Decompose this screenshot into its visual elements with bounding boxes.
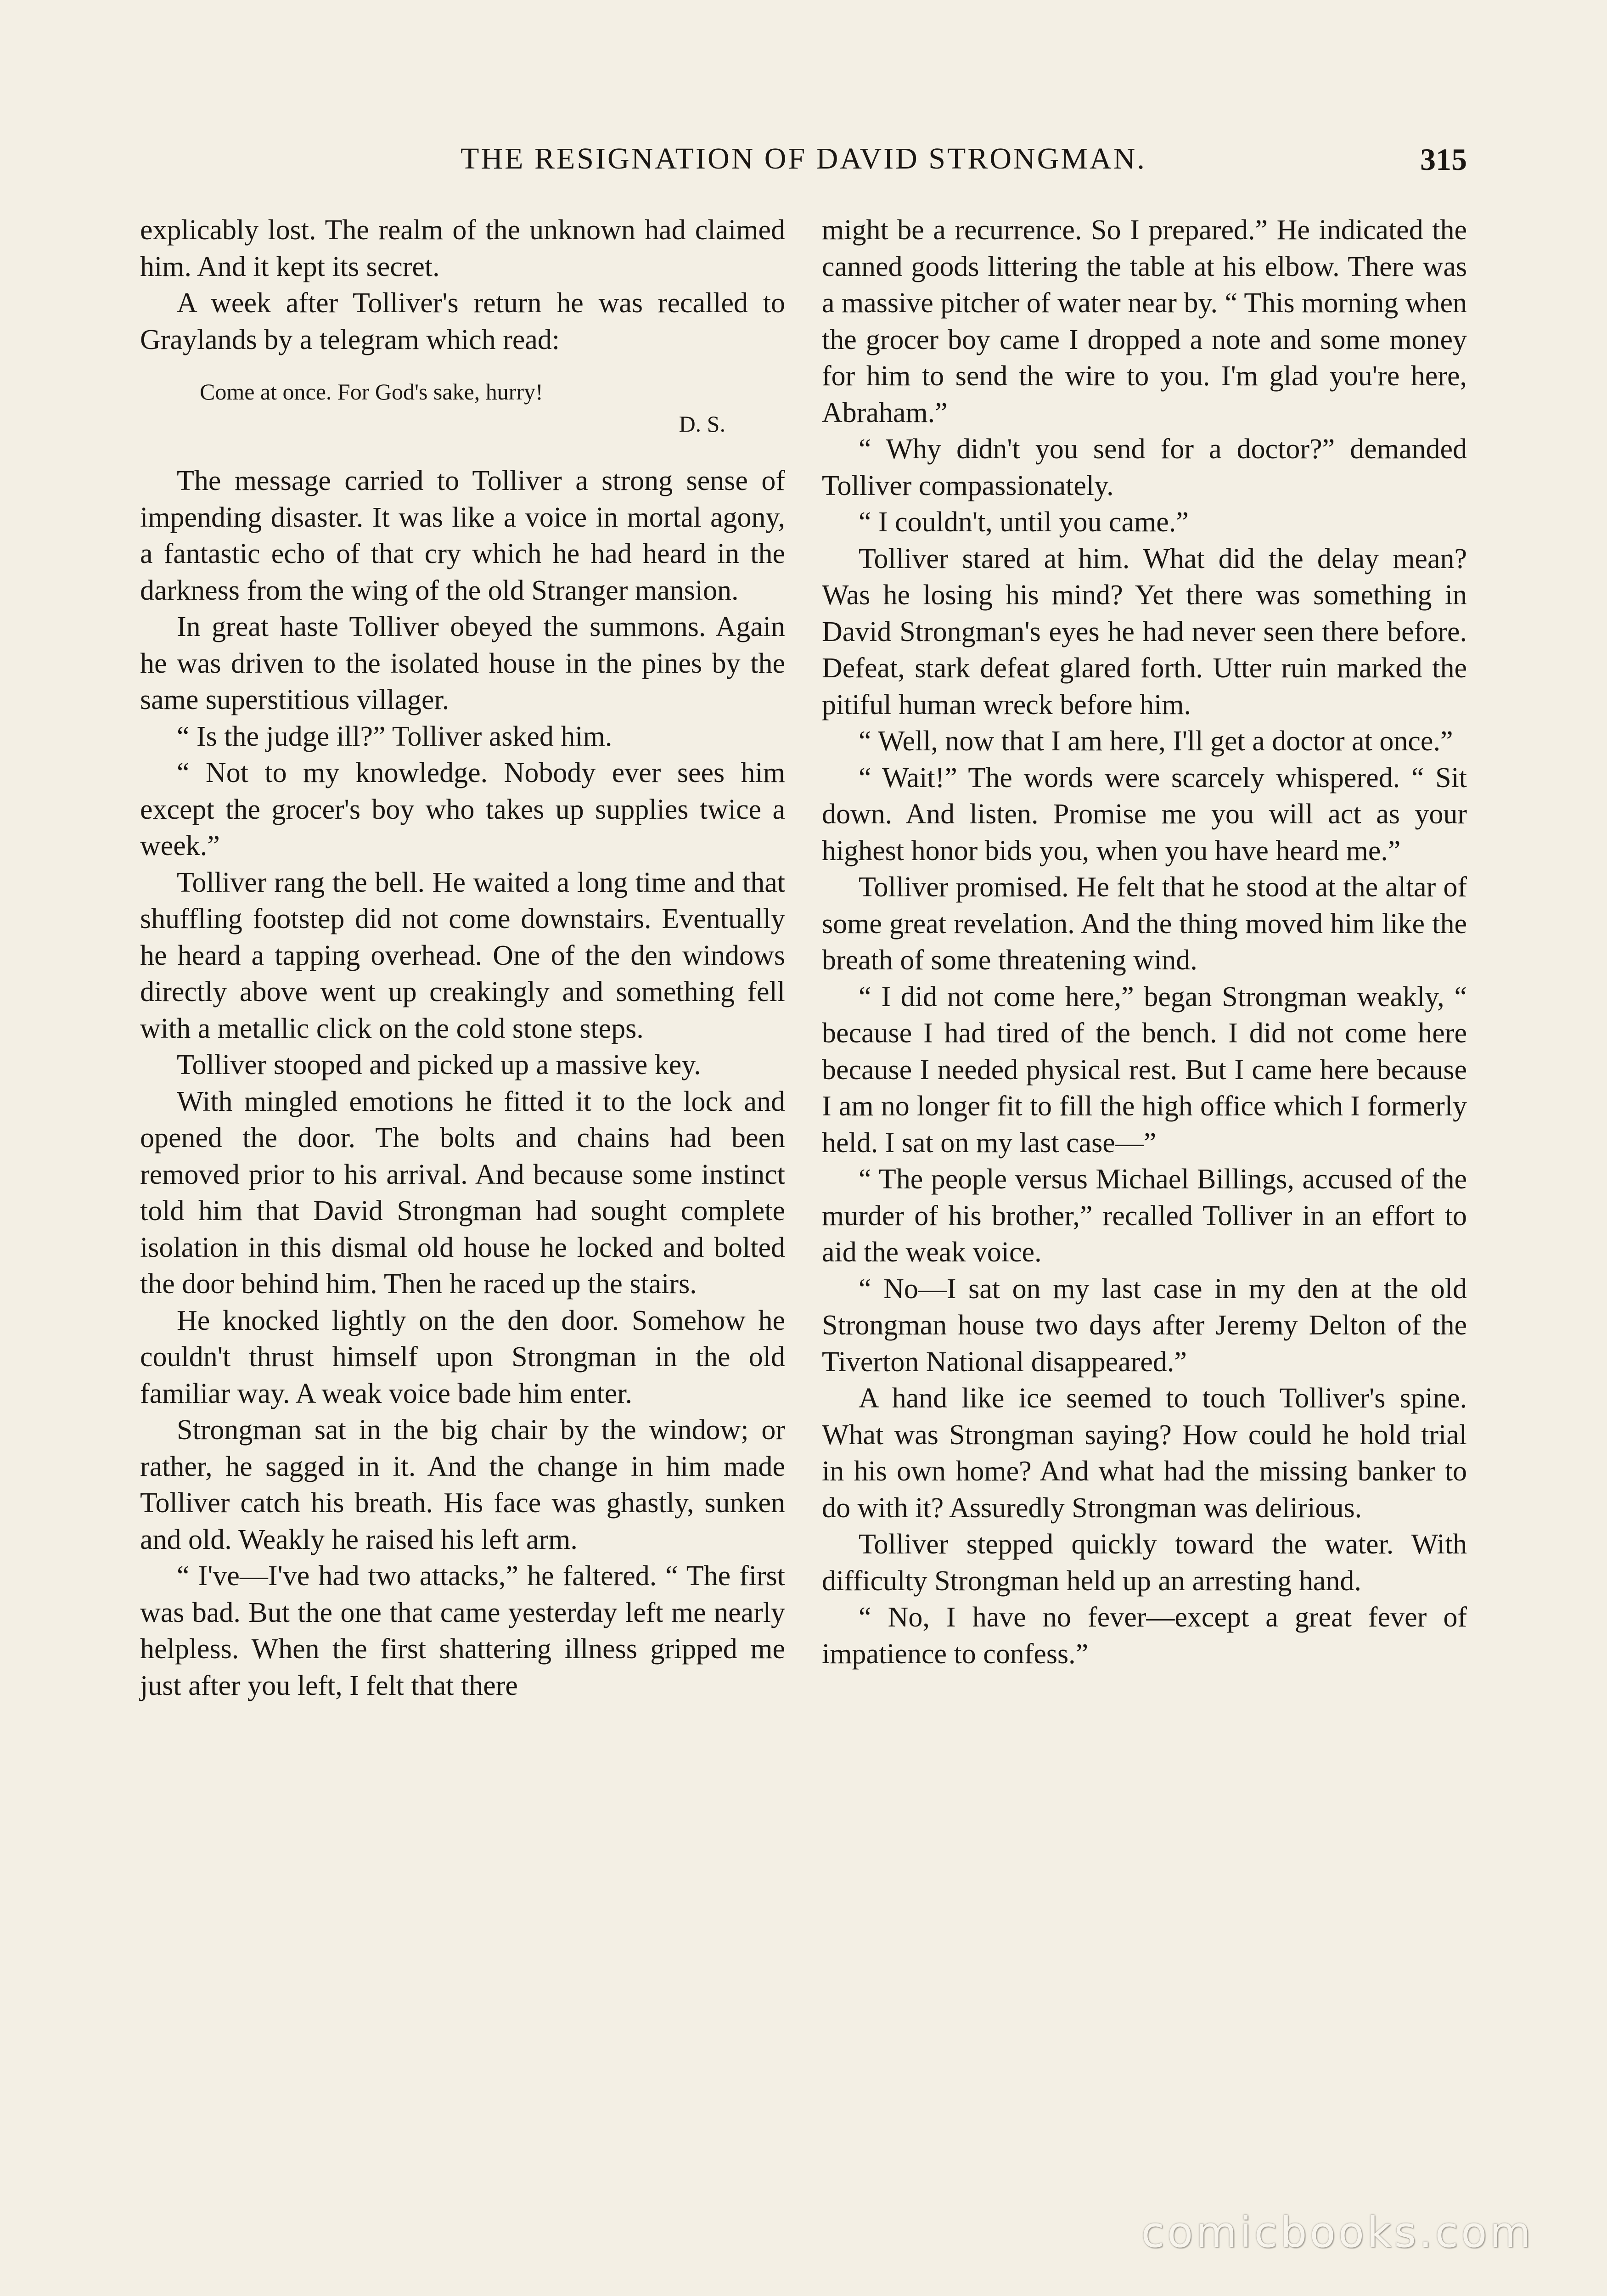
paragraph: He knocked lightly on the den door. Somehow he couldn't thrust himself upon Strongman in the old familiar way. A weak voice bade him enter. bbox=[140, 1305, 785, 1409]
paragraph: A week after Tolliver's return he was recalled to Graylands by a telegram which read: bbox=[140, 287, 785, 355]
paragraph: Tolliver rang the bell. He waited a long time and that shuffling footstep did not come downstairs. Eventually he heard a tapping overhead. One of the den windows directly above went up creakingly and something fell with a metallic click on the cold stone steps. bbox=[140, 867, 785, 1044]
paragraph: Tolliver stared at him. What did the delay mean? Was he losing his mind? Yet there was something in David Strongman's eyes he had never seen there before. Defeat, stark defeat glared forth. Utter ruin marked the pitiful human wreck before him. bbox=[822, 543, 1467, 720]
paragraph: might be a recurrence. So I prepared.” He indicated the canned goods littering the table at his elbow. There was a massive pitcher of water near by. “ This morning when the grocer boy came I dropped a note and some money for him to send the wire to you. I'm glad you're here, Abraham.” bbox=[822, 214, 1467, 428]
paragraph: In great haste Tolliver obeyed the summons. Again he was driven to the isolated house in the pines by the same superstitious villager. bbox=[140, 611, 785, 715]
paragraph: Tolliver stepped quickly toward the water. With difficulty Strongman held up an arresting hand. bbox=[822, 1529, 1467, 1597]
paragraph: Strongman sat in the big chair by the window; or rather, he sagged in it. And the change in him made Tolliver catch his breath. His face was ghastly, sunken and old. Weakly he raised his left arm. bbox=[140, 1414, 785, 1555]
paragraph: “ No—I sat on my last case in my den at the old Strongman house two days after Jeremy Delton of the Tiverton National disappeared.” bbox=[822, 1273, 1467, 1378]
paragraph: Tolliver stooped and picked up a massive key. bbox=[177, 1049, 701, 1080]
right-column bbox=[822, 212, 1467, 1672]
paragraph: “ I did not come here,” began Strongman weakly, “ because I had tired of the bench. I did not come here because I needed physical rest. But I came here because I am no longer fit to fill the high office which I formerly held. I sat on my last case—” bbox=[822, 981, 1467, 1159]
telegram-quote bbox=[140, 376, 785, 440]
paragraph: Tolliver promised. He felt that he stood at the altar of some great revelation. And the thing moved him like the breath of some threatening wind. bbox=[822, 872, 1467, 976]
page-header bbox=[140, 141, 1467, 183]
paragraph: The message carried to Tolliver a strong sense of impending disaster. It was like a voice in mortal agony, a fantastic echo of that cry which he had heard in the darkness from the wing of the old Stranger mansion. bbox=[140, 465, 785, 606]
paragraph: “ No, I have no fever—except a great fever of impatience to confess.” bbox=[822, 1602, 1467, 1670]
paragraph: “ I couldn't, until you came.” bbox=[859, 506, 1189, 538]
running-title: THE RESIGNATION OF DAVID STRONGMAN. bbox=[461, 142, 1146, 175]
telegram-signature: D. S. bbox=[679, 411, 725, 437]
paragraph: “ The people versus Michael Billings, accused of the murder of his brother,” recalled Tolliver in an effort to aid the weak voice. bbox=[822, 1164, 1467, 1268]
telegram-body: Come at once. For God's sake, hurry! bbox=[200, 379, 543, 405]
left-column bbox=[140, 212, 785, 1704]
paragraph: “ Is the judge ill?” Tolliver asked him. bbox=[177, 720, 612, 752]
paragraph: With mingled emotions he fitted it to the lock and opened the door. The bolts and chains had been removed prior to his arrival. And because some instinct told him that David Strongman had sought complete isolation in this dismal old house he locked and bolted the door behind him. Then he raced up the stairs. bbox=[140, 1086, 785, 1300]
paragraph: explicably lost. The realm of the unknown had claimed him. And it kept its secret. bbox=[140, 214, 785, 282]
page-number: 315 bbox=[1420, 142, 1467, 177]
watermark: comicbooks.com bbox=[1141, 2208, 1534, 2257]
paragraph: “ Wait!” The words were scarcely whispered. “ Sit down. And listen. Promise me you will act as your highest honor bids you, when you have heard me.” bbox=[822, 762, 1467, 867]
paragraph: “ Well, now that I am here, I'll get a doctor at once.” bbox=[859, 726, 1453, 757]
paragraph: “ I've—I've had two attacks,” he faltered. “ The first was bad. But the one that came yesterday left me nearly helpless. When the first shattering illness gripped me just after you left, I felt that there bbox=[140, 1560, 785, 1701]
paragraph: A hand like ice seemed to touch Tolliver's spine. What was Strongman saying? How could he hold trial in his own home? And what had the missing banker to do with it? Assuredly Strongman was delirious. bbox=[822, 1383, 1467, 1524]
paragraph: “ Not to my knowledge. Nobody ever sees him except the grocer's boy who takes up supplies twice a week.” bbox=[140, 757, 785, 861]
paragraph: “ Why didn't you send for a doctor?” demanded Tolliver compassionately. bbox=[822, 433, 1467, 501]
